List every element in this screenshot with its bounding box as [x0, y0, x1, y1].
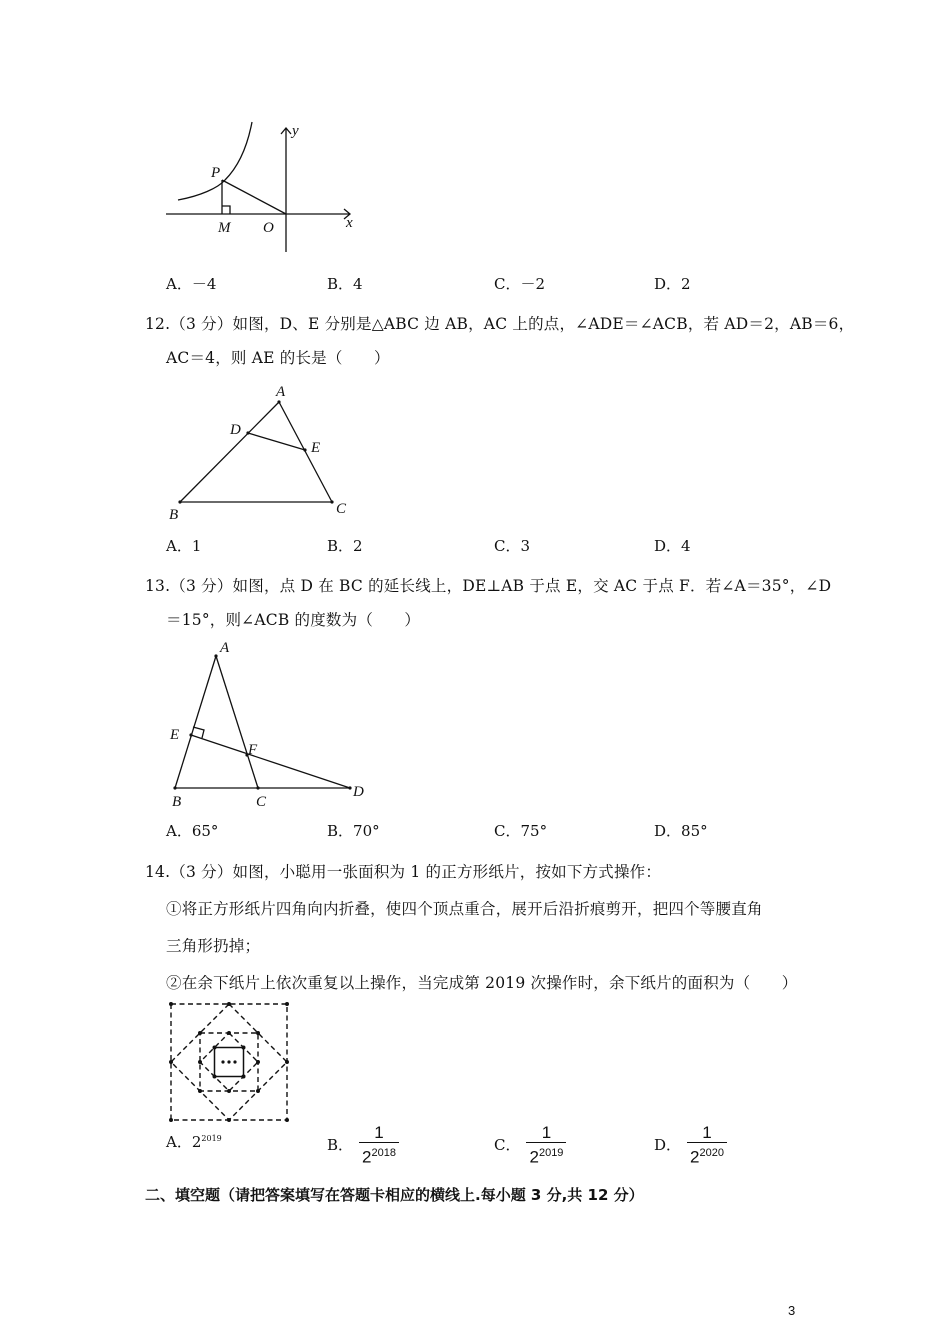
label-m: M: [218, 220, 231, 236]
segment-po: [222, 180, 286, 214]
q13-option-c: C．75°: [494, 822, 548, 840]
label-o: O: [263, 220, 274, 236]
option-b-label: B．: [327, 1135, 354, 1154]
q14-line1: 14.（3 分）如图，小聪用一张面积为 1 的正方形纸片，按如下方式操作：: [145, 863, 662, 881]
label-c: C: [256, 794, 267, 810]
label-d: D: [230, 422, 241, 438]
label-a: A: [220, 640, 230, 656]
option-d-exp: 2020: [699, 1147, 724, 1159]
q13-line1: 13.（3 分）如图，点 D 在 BC 的延长线上，DE⊥AB 于点 E，交 AC 于点 F．若∠A＝35°，∠D: [145, 577, 832, 595]
q11-option-b: B．4: [327, 275, 363, 293]
label-b: B: [172, 794, 182, 810]
label-f: F: [248, 742, 258, 758]
q12-option-b: B．2: [327, 537, 363, 555]
q12-option-d: D．4: [654, 537, 691, 555]
page-number: 3: [788, 1303, 796, 1318]
option-a-exp: 2019: [201, 1134, 222, 1143]
side-ac: [216, 656, 258, 788]
option-b-exp: 2018: [371, 1147, 396, 1159]
q11-option-d: D．2: [654, 275, 691, 293]
option-b-base: 2: [362, 1147, 372, 1167]
q11-option-c: C．－2: [494, 275, 546, 293]
label-x: x: [346, 215, 353, 231]
q12-figure: [160, 376, 360, 526]
q12-line2: AC＝4，则 AE 的长是（ ）: [166, 349, 390, 367]
q13-option-a: A．65°: [166, 822, 219, 840]
section-2-heading: 二、填空题（请把答案填写在答题卡相应的横线上.每小题 3 分,共 12 分）: [145, 1186, 644, 1204]
q14-line2: ①将正方形纸片四角向内折叠，使四个顶点重合，展开后沿折痕剪开，把四个等腰直角: [166, 900, 763, 918]
option-b-denominator: [359, 1143, 399, 1168]
side-ab: [180, 402, 279, 502]
q12-option-c: C．3: [494, 537, 531, 555]
label-e: E: [170, 727, 180, 743]
q13-option-b: B．70°: [327, 822, 380, 840]
option-c-fraction: [526, 1124, 566, 1168]
option-d-fraction: [687, 1124, 727, 1168]
option-c-denominator: [526, 1143, 566, 1168]
q13-figure: [160, 636, 380, 816]
q11-figure: [160, 118, 360, 258]
option-d-numerator: 1: [702, 1123, 712, 1142]
label-c: C: [336, 501, 347, 517]
q12-line1: 12.（3 分）如图，D、E 分别是△ABC 边 AB，AC 上的点，∠ADE＝∠ACB，若 AD＝2，AB＝6，: [145, 315, 855, 333]
label-p: P: [211, 165, 221, 181]
q13-option-d: D．85°: [654, 822, 708, 840]
q14-option-a: [166, 1131, 222, 1152]
q11-option-a: A．－4: [166, 275, 217, 293]
option-c-numerator: 1: [541, 1123, 552, 1142]
q12-option-a: A．1: [166, 537, 202, 555]
hyperbola-curve: [178, 122, 252, 200]
option-c-exp: 2019: [538, 1147, 564, 1159]
label-e: E: [311, 440, 321, 456]
option-c-base: 2: [529, 1147, 539, 1167]
segment-ed: [191, 735, 350, 788]
q14-line3: 三角形扔掉；: [166, 937, 261, 955]
side-ab: [175, 656, 216, 788]
q14-line4: ②在余下纸片上依次重复以上操作，当完成第 2019 次操作时，余下纸片的面积为（ ）: [166, 974, 798, 992]
option-d-label: D．: [654, 1135, 682, 1154]
right-angle-mark: [222, 206, 230, 214]
label-d: D: [353, 784, 364, 800]
q14-option-d: [654, 1124, 727, 1168]
option-b-numerator: 1: [374, 1123, 384, 1142]
q14-option-b: [327, 1124, 399, 1168]
q14-figure: [160, 1000, 300, 1126]
option-a-base: 2: [191, 1133, 202, 1151]
option-d-base: 2: [690, 1147, 700, 1167]
side-ac: [279, 402, 332, 502]
option-a-label: A．: [166, 1133, 192, 1151]
label-b: B: [169, 507, 179, 523]
option-c-label: C．: [494, 1135, 521, 1154]
option-b-fraction: [359, 1124, 399, 1168]
label-y: y: [292, 123, 299, 139]
q13-line2: ＝15°，则∠ACB 的度数为（ ）: [166, 611, 421, 629]
q14-option-c: [494, 1124, 566, 1168]
option-d-denominator: [687, 1143, 727, 1168]
label-a: A: [276, 384, 286, 400]
